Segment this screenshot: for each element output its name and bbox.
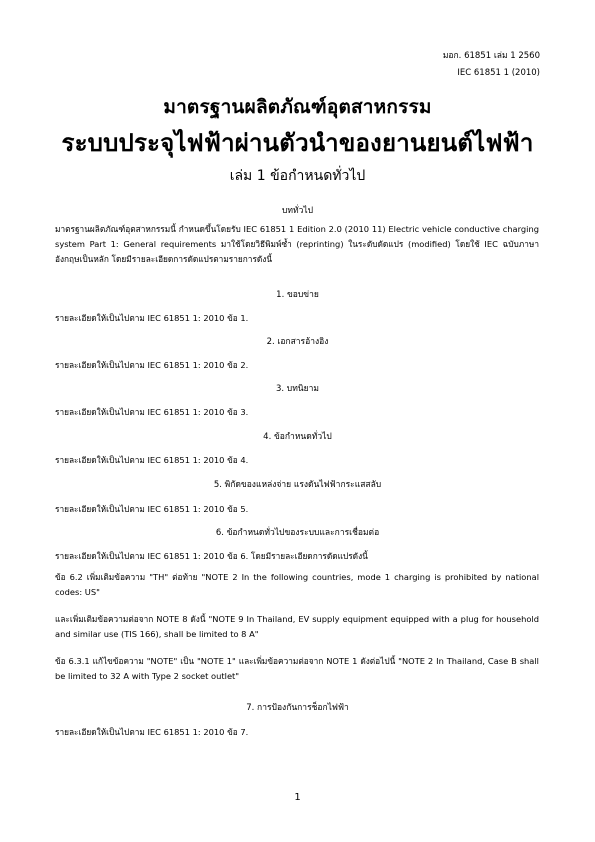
section-1-text: รายละเอียดให้เป็นไปตาม IEC 61851 1: 2010 ข้อ 1. (55, 313, 249, 323)
title-line-2: ระบบประจุไฟฟ้าผ่านตัวนำของยานยนต์ไฟฟ้า (61, 129, 534, 157)
title-line-1: มาตรฐานผลิตภัณฑ์อุตสาหกรรม (163, 96, 432, 118)
modification-note-9: และเพิ่มเติมข้อความต่อจาก NOTE 8 ดังนี้ "NOTE 9 In Thailand, EV supply equipment equipped with a plug for household and similar use (TIS 166), shall be limited to 8 A" (55, 614, 539, 639)
section-2-text: รายละเอียดให้เป็นไปตาม IEC 61851 1: 2010 ข้อ 2. (55, 360, 249, 370)
page-number: 1 (294, 792, 301, 803)
section-5-text: รายละเอียดให้เป็นไปตาม IEC 61851 1: 2010 ข้อ 5. (55, 504, 249, 514)
modification-6-2: ข้อ 6.2 เพิ่มเติมข้อความ "TH" ต่อท้าย "NOTE 2 In the following countries, mode 1 charging is prohibited by national codes: US" (55, 572, 539, 597)
iec-number: IEC 61851 1 (2010) (457, 68, 540, 78)
section-3-heading: 3. บทนิยาม (276, 384, 319, 394)
section-6-heading: 6. ข้อกำหนดทั่วไปของระบบและการเชื่อมต่อ (215, 528, 380, 538)
modification-6-3-1: ข้อ 6.3.1 แก้ไขข้อความ "NOTE" เป็น "NOTE 1" และเพิ่มข้อความต่อจาก NOTE 1 ดังต่อไปนี้ "NOTE 2 In Thailand, Case B shall be limited to 32 A with Type 2 socket outlet" (55, 656, 539, 681)
intro-heading: บททั่วไป (281, 206, 314, 216)
standard-number: มอก. 61851 เล่ม 1 2560 (442, 51, 540, 61)
section-4-text: รายละเอียดให้เป็นไปตาม IEC 61851 1: 2010 ข้อ 4. (55, 455, 249, 465)
intro-paragraph: มาตรฐานผลิตภัณฑ์อุตสาหกรรมนี้ กำหนดขึ้นโดยรับ IEC 61851 1 Edition 2.0 (2010 11) Electric vehicle conductive charging system Part 1: General requirements มาใช้โดยวิธีพิมพ์ซ้ำ (reprinting) ในระดับดัดแปร (modified) โดยใช้ IEC ฉบับภาษาอังกฤษเป็นหลัก โดยมีรายละเอียดการดัดแปรตามรายการดังนี้ (55, 224, 539, 264)
section-6-text: รายละเอียดให้เป็นไปตาม IEC 61851 1: 2010 ข้อ 6. โดยมีรายละเอียดการดัดแปรดังนี้ (55, 551, 368, 561)
section-1-heading: 1. ขอบข่าย (276, 290, 319, 300)
section-5-heading: 5. พิกัดของแหล่งจ่าย แรงดันไฟฟ้ากระแสสลับ (213, 480, 382, 490)
section-7-text: รายละเอียดให้เป็นไปตาม IEC 61851 1: 2010 ข้อ 7. (55, 727, 249, 737)
title-line-3: เล่ม 1 ข้อกำหนดทั่วไป (229, 168, 366, 184)
section-3-text: รายละเอียดให้เป็นไปตาม IEC 61851 1: 2010 ข้อ 3. (55, 407, 249, 417)
section-7-heading: 7. การป้องกันการช็อกไฟฟ้า (246, 703, 349, 713)
section-2-heading: 2. เอกสารอ้างอิง (266, 337, 329, 347)
section-4-heading: 4. ข้อกำหนดทั่วไป (263, 432, 332, 442)
